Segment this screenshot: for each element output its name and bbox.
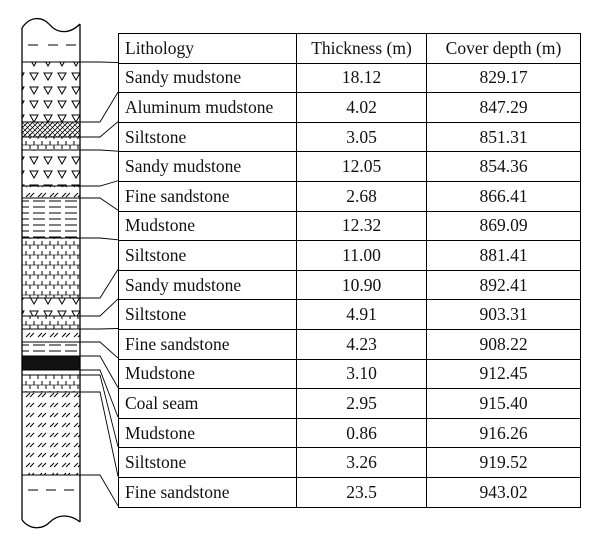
leader-line (80, 475, 118, 506)
stratum-layer (22, 62, 80, 122)
depth-cell: 869.09 (427, 211, 581, 241)
leader-line (80, 392, 118, 476)
stratum-layer (22, 356, 80, 370)
depth-cell: 881.41 (427, 241, 581, 271)
stratum-layer (22, 186, 80, 198)
thickness-cell: 18.12 (297, 63, 427, 93)
thickness-cell: 11.00 (297, 241, 427, 271)
stratum-layer (22, 122, 80, 137)
table-row (119, 389, 581, 419)
leader-lines (80, 62, 118, 506)
table-row (119, 241, 581, 271)
thickness-cell: 3.10 (297, 359, 427, 389)
depth-cell: 847.29 (427, 93, 581, 123)
table-row (119, 93, 581, 123)
thickness-cell: 12.05 (297, 152, 427, 182)
table-row (119, 329, 581, 359)
lithology-cell: Siltstone (119, 122, 297, 152)
table-row (119, 477, 581, 507)
stratum-layer (22, 316, 80, 329)
column-top-cap (22, 19, 80, 32)
header-cover-depth: Cover depth (m) (427, 34, 581, 64)
stratum-layer (22, 298, 80, 316)
lithology-cell: Siltstone (119, 300, 297, 330)
thickness-cell: 12.32 (297, 211, 427, 241)
thickness-cell: 10.90 (297, 270, 427, 300)
leader-line (80, 329, 118, 330)
depth-cell: 916.26 (427, 418, 581, 448)
strata-table (118, 33, 581, 508)
leader-line (80, 181, 118, 186)
leader-line (80, 238, 118, 240)
leader-line (80, 299, 118, 316)
table-row (119, 270, 581, 300)
lithology-cell: Fine sandstone (119, 181, 297, 211)
stratum-layer (22, 375, 80, 392)
table-row (119, 63, 581, 93)
lithology-cell: Sandy mudstone (119, 152, 297, 182)
lithology-cell: Sandy mudstone (119, 63, 297, 93)
thickness-cell: 4.91 (297, 300, 427, 330)
header-thickness: Thickness (m) (297, 34, 427, 64)
depth-cell: 851.31 (427, 122, 581, 152)
depth-cell: 915.40 (427, 389, 581, 419)
leader-line (80, 356, 118, 388)
depth-cell: 903.31 (427, 300, 581, 330)
leader-line (80, 62, 118, 63)
table-row (119, 359, 581, 389)
lithology-cell: Coal seam (119, 389, 297, 419)
stratum-layer (22, 392, 80, 475)
thickness-cell: 3.05 (297, 122, 427, 152)
lithology-cell: Siltstone (119, 241, 297, 271)
leader-line (80, 122, 118, 137)
depth-cell: 829.17 (427, 63, 581, 93)
stratum-layer (22, 238, 80, 298)
table-header-row (119, 34, 581, 64)
stratum-layer (22, 329, 80, 342)
depth-cell: 943.02 (427, 477, 581, 507)
lithology-cell: Aluminum mudstone (119, 93, 297, 123)
lithology-cell: Mudstone (119, 418, 297, 448)
depth-cell: 892.41 (427, 270, 581, 300)
table-row (119, 300, 581, 330)
leader-line (80, 198, 118, 210)
thickness-cell: 23.5 (297, 477, 427, 507)
leader-line (80, 269, 118, 298)
stratum-layer (22, 198, 80, 238)
table-row (119, 211, 581, 241)
thickness-cell: 0.86 (297, 418, 427, 448)
table-row (119, 152, 581, 182)
table-row (119, 418, 581, 448)
strata-layers (22, 62, 80, 475)
leader-line (80, 92, 118, 122)
depth-cell: 866.41 (427, 181, 581, 211)
thickness-cell: 3.26 (297, 448, 427, 478)
leader-line (80, 375, 118, 447)
thickness-cell: 2.68 (297, 181, 427, 211)
table-row (119, 448, 581, 478)
lithology-cell: Mudstone (119, 211, 297, 241)
lithology-cell: Siltstone (119, 448, 297, 478)
header-lithology: Lithology (119, 34, 297, 64)
lithology-cell: Sandy mudstone (119, 270, 297, 300)
lithology-cell: Mudstone (119, 359, 297, 389)
thickness-cell: 4.02 (297, 93, 427, 123)
table-row (119, 122, 581, 152)
depth-cell: 919.52 (427, 448, 581, 478)
leader-line (80, 150, 118, 151)
depth-cell: 908.22 (427, 329, 581, 359)
lithology-cell: Fine sandstone (119, 329, 297, 359)
stratum-layer (22, 137, 80, 150)
depth-cell: 912.45 (427, 359, 581, 389)
stratum-layer (22, 342, 80, 356)
stratum-layer (22, 370, 80, 375)
table-row (119, 181, 581, 211)
depth-cell: 854.36 (427, 152, 581, 182)
lithology-cell: Fine sandstone (119, 477, 297, 507)
thickness-cell: 2.95 (297, 389, 427, 419)
column-bottom-cap (22, 516, 80, 528)
stratum-layer (22, 150, 80, 186)
thickness-cell: 4.23 (297, 329, 427, 359)
